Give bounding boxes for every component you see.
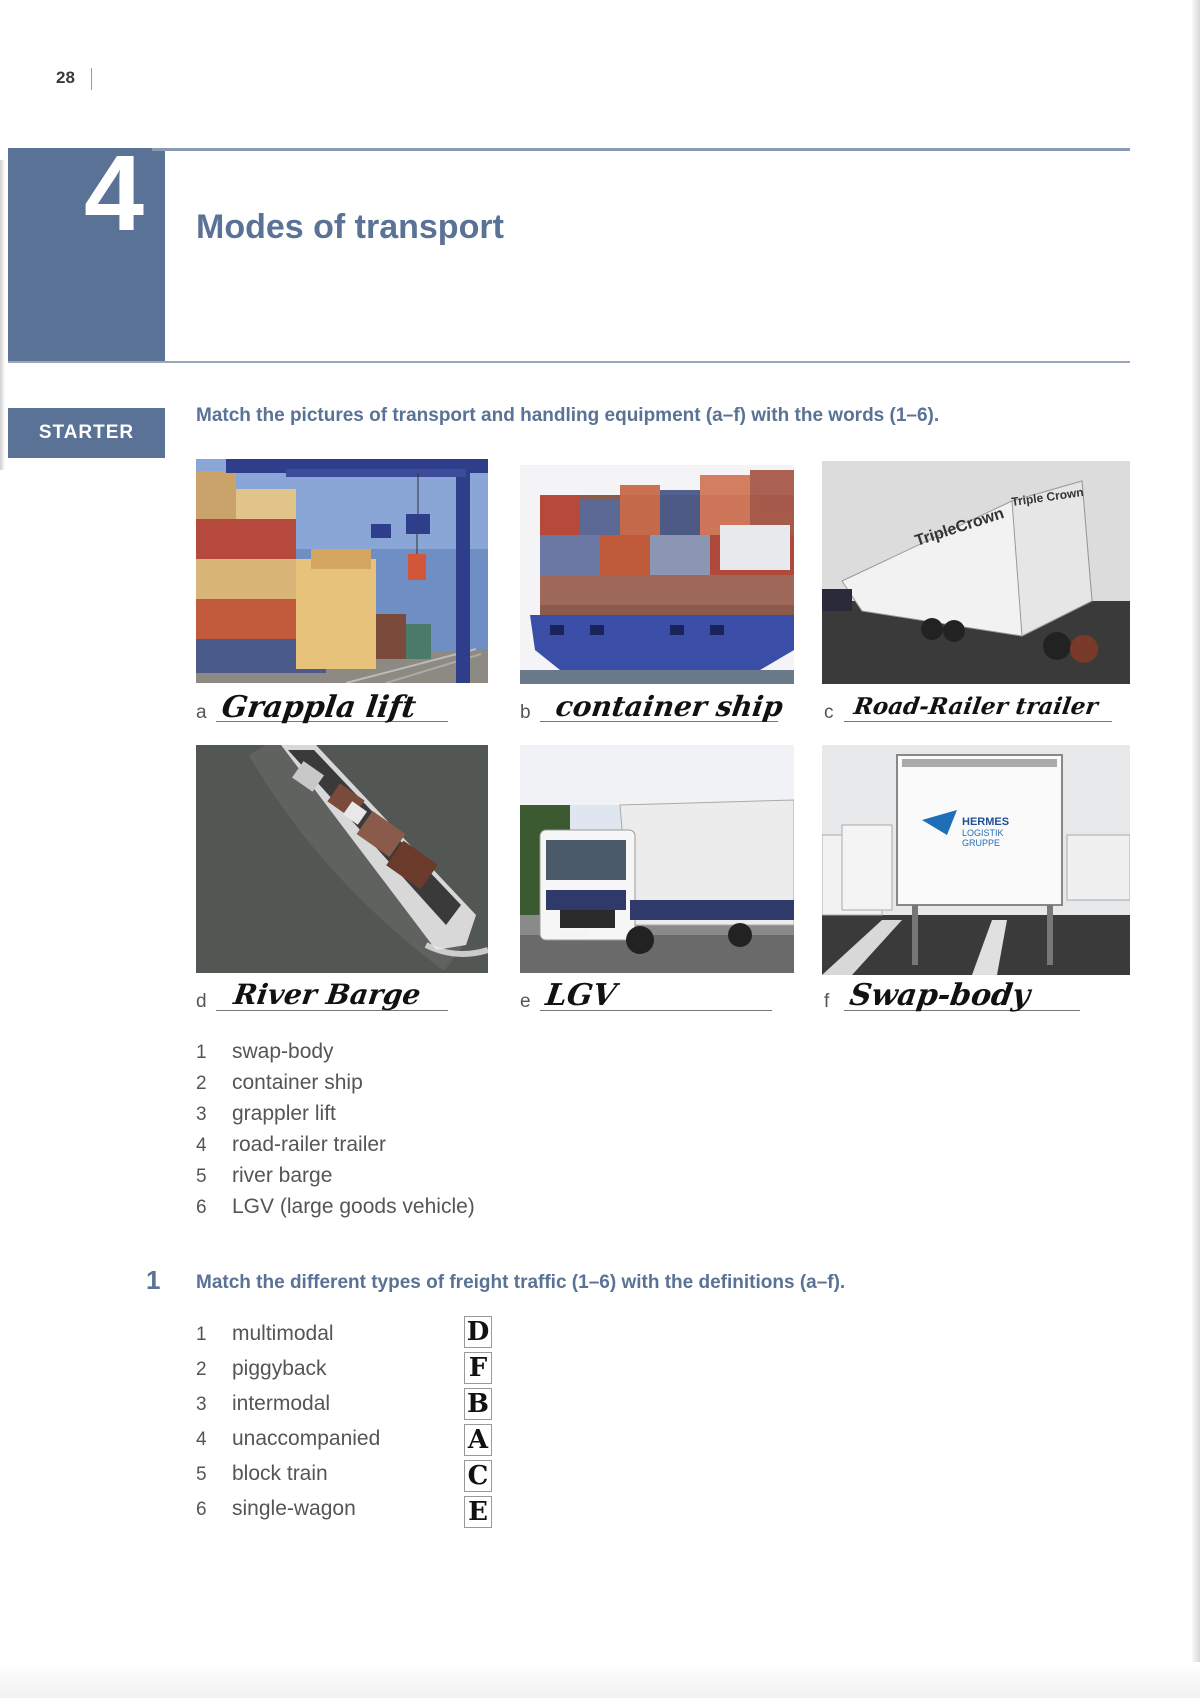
photo-container-terminal-crane [196, 459, 488, 683]
freight-number: 3 [196, 1394, 207, 1415]
exercise-instruction: Match the different types of freight traffic (1–6) with the definitions (a–f). [196, 1272, 846, 1293]
photo-hermes-swap-bodies [822, 745, 1130, 975]
handwritten-answer-d: River Barge [231, 978, 423, 1011]
answer-box-5[interactable]: C [464, 1460, 492, 1492]
freight-type: multimodal [232, 1322, 334, 1345]
answer-box-1[interactable]: D [464, 1316, 492, 1348]
answer-box-2[interactable]: F [464, 1352, 492, 1384]
starter-badge: STARTER [8, 408, 165, 458]
trailer-brand-text: TripleCrown [912, 505, 1007, 550]
answer-box-3[interactable]: B [464, 1388, 492, 1420]
caption-letter-d: d [196, 991, 207, 1012]
trailer-brand-text-2: Triple Crown [1010, 484, 1085, 509]
page-number: 28 [56, 68, 75, 87]
handwritten-answer-c: Road-Railer trailer [852, 693, 1100, 720]
photo-white-truck [520, 745, 794, 973]
handwritten-answer-f: Swap-body [847, 978, 1033, 1013]
handwritten-answer-b: container ship [553, 690, 786, 723]
scan-left-shadow [0, 160, 5, 470]
unit-title: Modes of transport [196, 208, 504, 246]
photo-river-barge [196, 745, 488, 973]
freight-number: 2 [196, 1359, 207, 1380]
hermes-text-2: LOGISTIK [962, 828, 1004, 838]
unit-header-top-rule [152, 148, 1130, 151]
freight-type: piggyback [232, 1357, 327, 1380]
hermes-text-3: GRUPPE [962, 838, 1001, 848]
word-item: LGV (large goods vehicle) [232, 1195, 475, 1218]
freight-number: 4 [196, 1429, 207, 1450]
word-item: road-railer trailer [232, 1133, 387, 1156]
word-number: 5 [196, 1166, 207, 1187]
handwritten-answer-e: LGV [543, 978, 619, 1013]
photo-road-railer-trailer [822, 461, 1130, 684]
freight-number: 1 [196, 1324, 207, 1345]
page-number-divider [91, 68, 92, 90]
photo-container-ship [520, 465, 794, 684]
starter-instruction: Match the pictures of transport and handling equipment (a–f) with the words (1–6). [196, 405, 940, 426]
word-number: 4 [196, 1135, 207, 1156]
answer-line-c [844, 721, 1112, 722]
handwritten-answer-a: Grappla lift [219, 690, 419, 725]
scan-edge-shadow [1191, 0, 1200, 1698]
caption-letter-e: e [520, 991, 531, 1012]
word-item: grappler lift [232, 1102, 336, 1125]
freight-type: block train [232, 1462, 328, 1485]
answer-box-4[interactable]: A [464, 1424, 492, 1456]
word-item: river barge [232, 1164, 333, 1187]
exercise-number: 1 [146, 1265, 161, 1295]
unit-number: 4 [84, 132, 143, 253]
scan-bottom-shade [0, 1662, 1200, 1698]
answer-box-6[interactable]: E [464, 1496, 492, 1528]
caption-letter-c: c [824, 702, 834, 723]
caption-letter-a: a [196, 702, 207, 723]
word-number: 6 [196, 1197, 207, 1218]
caption-letter-f: f [824, 991, 830, 1012]
freight-type: unaccompanied [232, 1427, 381, 1450]
freight-number: 6 [196, 1499, 207, 1520]
caption-letter-b: b [520, 702, 531, 723]
word-number: 2 [196, 1073, 207, 1094]
word-number: 1 [196, 1042, 207, 1063]
freight-type: single-wagon [232, 1497, 356, 1520]
word-number: 3 [196, 1104, 207, 1125]
freight-number: 5 [196, 1464, 207, 1485]
word-item: container ship [232, 1071, 363, 1094]
unit-header-bottom-rule [8, 361, 1130, 363]
freight-type: intermodal [232, 1392, 331, 1415]
word-item: swap-body [232, 1040, 334, 1063]
hermes-text-1: HERMES [962, 816, 1010, 828]
